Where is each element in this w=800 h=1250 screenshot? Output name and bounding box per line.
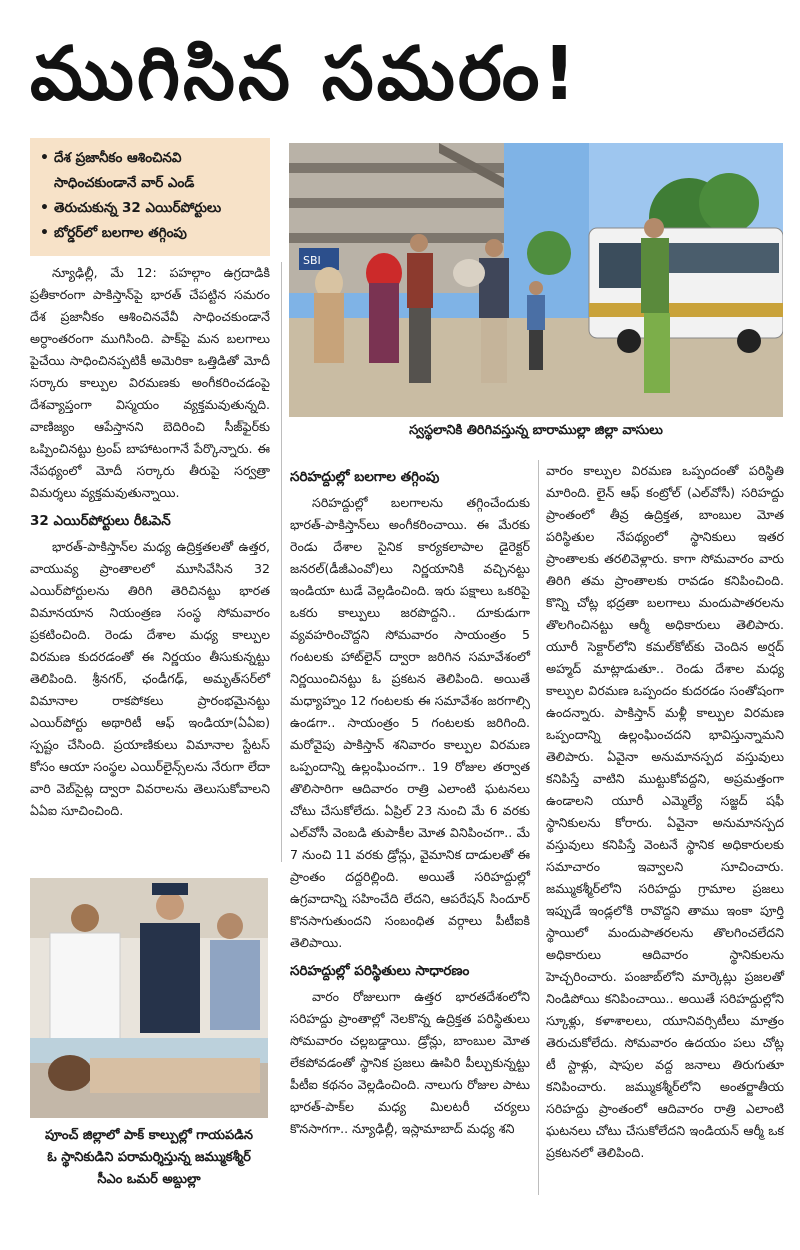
photo-returning-residents [289,143,783,417]
highlight-item: • బోర్డర్‌లో బలగాల తగ్గింపు [38,221,262,246]
highlights-box [30,138,270,256]
bullet-icon: • [40,225,49,241]
highlight-item: సాధించకుండానే వార్ ఎండ్ [54,175,195,191]
column-divider [281,262,282,862]
sbi-sign: SBI [303,254,321,267]
article-column-2 [290,460,530,1140]
subheading: సరిహద్దుల్లో పరిస్థితులు సాధారణం [290,963,470,979]
article-column-3 [546,460,784,1164]
headline: ముగిసిన సమరం! [30,31,580,117]
subheading: సరిహద్దుల్లో బలగాల తగ్గింపు [290,469,440,485]
caption-line: ఓ స్థానికుడిని పరామర్శిస్తున్న జమ్ముకశ్మీర్ [47,1150,251,1165]
subheading: 32 ఎయిర్‌పోర్టులు రీఓపెన్ [30,513,171,529]
photo-top-caption: స్వస్థలానికి తిరిగివస్తున్న బారాముల్లా జిల్లా వాసులు [409,423,663,438]
paragraph: భారత్-పాకిస్తాన్‌ల మధ్య ఉద్రిక్తతలతో ఉత్తర, వాయువ్య ప్రాంతాలలో మూసివేసిన 32 ఎయిర్‌పోర్టులను తిరిగి తెరిచినట్టు భారత విమానయాన నియంత్రణ సంస్థ సోమవారం ప్రకటించింది. రెండు దేశాల మధ్య కాల్పుల విరమణ కుదరడంతో ఈ నిర్ణయం తీసుకున్నట్టు తెలిపింది. శ్రీనగర్, ఛండీగఢ్, అమృత్‌సర్‌లో విమానాల రాకపోకలు ప్రారంభమైనట్టు ఎయిర్‌పోర్టు అథారిటీ ఆఫ్ ఇండియా(ఏఏఐ) స్పష్టం చేసింది. ప్రయాణికులు విమానాల స్టేటస్ కోసం ఆయా సంస్థల ఎయిర్‌లైన్స్‌లను నేరుగా లేదా వారి వెబ్‌సైట్ల ద్వారా వివరాలను తెలుసుకోవాలని ఏఏఐ సూచించింది. [30,539,270,818]
paragraph: న్యూఢిల్లీ, మే 12: పహల్గాం ఉగ్రదాడికి ప్రతీకారంగా పాకిస్తాన్‌పై భారత్ చేపట్టిన సమరం దేశ ప్రజానీకం ఆశించినవేవీ సాధించకుండానే అర్ధాంతరంగా ముగిసింది. పాక్‌పై మన బలగాలు పైచేయి సాధించినప్పటికీ అమెరికా ఒత్తిడితో మోదీ సర్కారు కాల్పుల విరమణకు అంగీకరించడంపై దేశవ్యాప్తంగా విస్మయం వ్యక్తమవుతున్నది. వాణిజ్యం ఆపేస్తానని బెదిరించి సీజ్‌ఫైర్‌కు ఒప్పించినట్టు ట్రంప్ బాహాటంగానే పేర్కొన్నారు. ఈ నేపథ్యంలో మోదీ సర్కారు తీరుపై సర్వత్రా విమర్శలు వ్యక్తమవుతున్నాయి. [30,265,270,500]
paragraph: వారం రోజులుగా ఉత్తర భారతదేశంలోని సరిహద్దు ప్రాంతాల్లో నెలకొన్న ఉద్రిక్తత పరిస్థితులు సోమవారం చల్లబడ్డాయి. డ్రోన్లు, బాంబుల మోత లేకపోవడంతో స్థానిక ప్రజలు ఊపిరి పీల్చుకున్నట్టు పీటీఐ కథనం వెల్లడించింది. నాలుగు రోజుల పాటు భారత్-పాక్‌ల మధ్య మిలటరీ చర్యలు కొనసాగగా.. న్యూఢిల్లీ, ఇస్లామాబాద్ మధ్య శని [290,989,530,1136]
article-column-1 [30,262,270,822]
paragraph: సరిహద్దుల్లో బలగాలను తగ్గించేందుకు భారత్-పాకిస్తాన్‌లు అంగీకరించాయి. ఈ మేరకు రెండు దేశాల సైనిక కార్యకలాపాల డైరెక్టర్ జనరల్(డీజీఎంవో)లు నిర్ణయానికి వచ్చినట్టు ఇండియా టుడే వెల్లడించింది. ఇరు పక్షాలు ఒకరిపై ఒకరు కాల్పులు జరపొద్దని.. దూకుడుగా వ్యవహరించొద్దని సోమవారం సాయంత్రం 5 గంటలకు హాట్‌లైన్ ద్వారా జరిగిన సమావేశంలో నిర్ణయించినట్టు ఓ ప్రకటన తెలిపింది. అయితే మధ్యాహ్నం 12 గంటలకు ఈ సమావేశం జరగాల్సి ఉండగా.. సాయంత్రం 5 గంటలకు జరిగింది. మరోవైపు పాకిస్తాన్ శనివారం కాల్పుల విరమణ ఒప్పందాన్ని ఉల్లంఘించగా.. 19 రోజుల తర్వాత తొలిసారిగా ఆదివారం రాత్రి ఎలాంటి ఘటనలు చోటు చేసుకోలేదు. ఏప్రిల్ 23 నుంచి మే 6 వరకు ఎల్‌వోసీ వెంబడి తుపాకీల మోత వినిపించగా.. మే 7 నుంచి 11 వరకు డ్రోన్లు, వైమానిక దాడులతో ఈ ప్రాంతం దద్దరిల్లింది. అయితే సరిహద్దుల్లో ఉగ్రవాదాన్ని సహించేది లేదని, ఆపరేషన్ సిందూర్ కొనసాగుతుందని సంబంధిత వర్గాలు పీటీఐకి తెలిపాయి. [290,495,530,950]
photo-bottom-caption [30,1125,268,1191]
caption-line: సీఎం ఒమర్ అబ్దుల్లా [97,1172,201,1187]
highlight-item: • దేశ ప్రజానీకం ఆశించినవి [38,146,262,171]
column-divider [538,460,539,1195]
photo-illustration [289,143,783,417]
bullet-icon: • [40,150,49,166]
photo-illustration [30,878,268,1118]
photo-cm-visit [30,878,268,1118]
bullet-icon: • [40,200,49,216]
highlight-item: • తెరుచుకున్న 32 ఎయిర్‌పోర్టులు [38,196,262,221]
paragraph: వారం కాల్పుల విరమణ ఒప్పందంతో పరిస్థితి మారింది. లైన్ ఆఫ్ కంట్రోల్ (ఎల్‌వోసీ) సరిహద్దు ప్రాంతంలో తీవ్ర ఉద్రిక్తత, బాంబుల మోత పరిస్థితుల నేపథ్యంలో స్థానికులు ఇతర ప్రాంతాలకు తరలివెళ్లారు. కాగా సోమవారం వారు తిరిగి తమ ప్రాంతాలకు రావడం కనిపించింది. కొన్ని చోట్ల భద్రతా బలగాలు మందుపాతరలను తొలగించినట్టు ఆర్మీ అధికారులు తెలిపారు. యూరీ సెక్టార్‌లోని కమల్‌కోట్‌కు చెందిన అర్షద్ అహ్మద్ మాట్లాడుతూ.. రెండు దేశాల మధ్య కాల్పుల విరమణ ఒప్పందం కుదరడం సంతోషంగా ఉందన్నారు. పాకిస్తాన్ మళ్లీ కాల్పుల విరమణ ఒప్పందాన్ని ఉల్లంఘించదని భావిస్తున్నామని తెలిపారు. ఏవైనా అనుమానస్పద వస్తువులు కనిపిస్తే వాటిని ముట్టుకోవద్దని, అప్రమత్తంగా ఉండాలని యూరీ ఎమ్మెల్యే సజ్జద్ షఫీ స్థానికులను కోరారు. ఏవైనా అనుమానస్పద వస్తువులు కనిపిస్తే వెంటనే స్థానిక అధికారులకు సమాచారం ఇవ్వాలని సూచించారు. జమ్ముకశ్మీర్‌లోని సరిహద్దు గ్రామాల ప్రజలు ఇప్పుడే ఇండ్లలోకి రావొద్దని తాము ఇంకా పూర్తి స్థాయిలో మందుపాతరలను తొలగించలేదని అధికారులు ఆదివారం స్థానికులను హెచ్చరించారు. పంజాబ్‌లోని మార్కెట్లు ప్రజలతో నిండిపోయి కనిపించాయి.. అయితే సరిహద్దుల్లోని స్కూళ్లు, కళాశాలలు, యూనివర్సిటీలు మాత్రం తెరుచుకోలేదు. సోమవారం ఉదయం పలు చోట్ల టీ స్టాళ్లు, షాపుల వద్ద జనాలు తిరుగుతూ కనిపించారు. జమ్ముకశ్మీర్‌లోని అంతర్జాతీయ సరిహద్దు ప్రాంతంలో ఆదివారం రాత్రి ఎలాంటి ఘటనలు చోటు చేసుకోలేదని ఇండియన్ ఆర్మీ ఒక ప్రకటనలో తెలిపింది. [546,463,784,1160]
caption-line: పూంచ్ జిల్లాలో పాక్ కాల్పుల్లో గాయపడిన [45,1128,253,1143]
